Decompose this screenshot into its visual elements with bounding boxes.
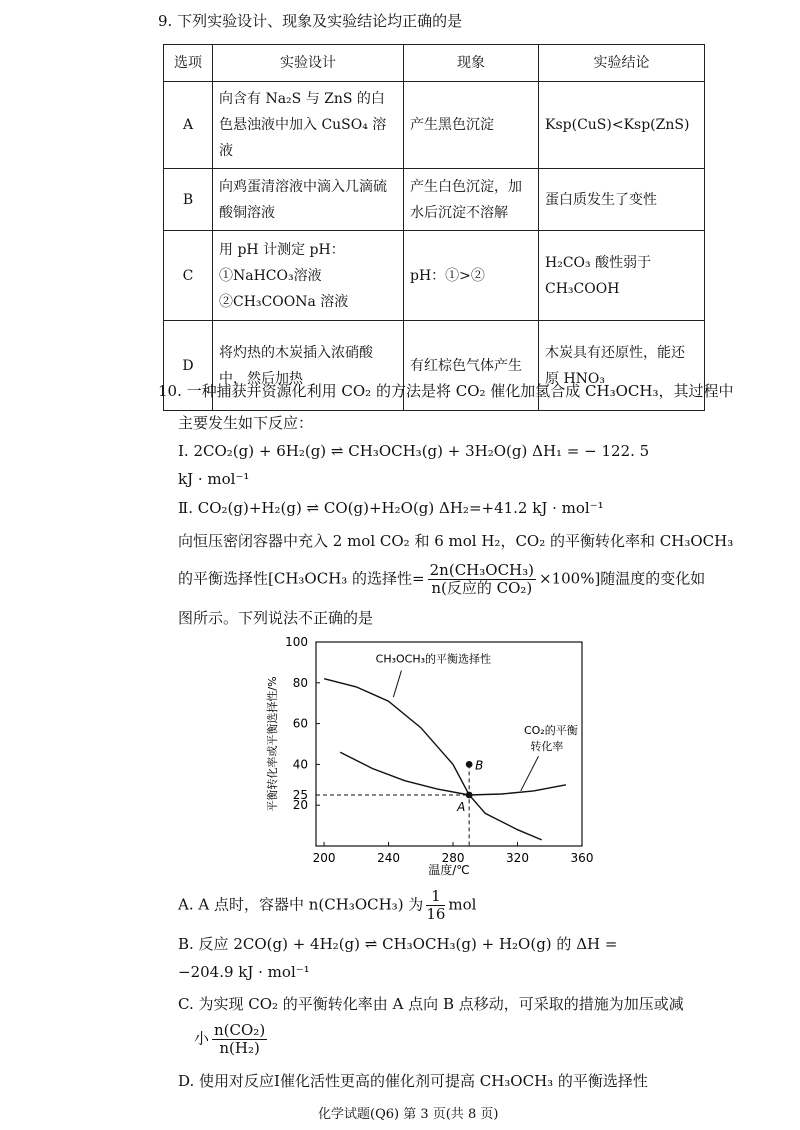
row-design: 将灼热的木炭插入浓硝酸中，然后加热	[213, 321, 404, 411]
selectivity-text-b: ×100%]随温度的变化如	[539, 569, 706, 588]
q10-stem-line1: 10. 一种捕获并资源化利用 CO₂ 的方法是将 CO₂ 催化加氢合成 CH₃OCH₃，其过程中	[158, 382, 734, 400]
y-axis-label: 平衡转化率或平衡选择性/%	[266, 676, 279, 812]
option-c-fraction	[212, 1022, 267, 1057]
row-option: B	[164, 169, 213, 231]
y-tick-label: 25	[292, 788, 308, 802]
row-phenomenon: 有红棕色气体产生	[404, 321, 539, 411]
option-c-prefix: 小	[194, 1029, 210, 1048]
row-conclusion: 蛋白质发生了变性	[539, 169, 705, 231]
point-label-A: A	[457, 800, 466, 814]
reaction-2: Ⅱ. CO₂(g)+H₂(g) ⇌ CO(g)+H₂O(g) ΔH₂=+41.2 kJ · mol⁻¹	[178, 499, 604, 517]
series-line-0	[324, 679, 542, 840]
series-label-selectivity: CH₃OCH₃的平衡选择性	[375, 652, 492, 666]
q10-stem-line2: 主要发生如下反应：	[178, 414, 314, 432]
option-b-line1: B. 反应 2CO(g) + 4H₂(g) ⇌ CH₃OCH₃(g) + H₂O(g) 的 ΔH =	[178, 935, 618, 953]
table-row	[164, 231, 705, 321]
header-phenomenon: 现象	[404, 45, 539, 82]
row-conclusion: 木炭具有还原性，能还原 HNO₃	[539, 321, 705, 411]
point-A	[466, 792, 473, 799]
header-option: 选项	[164, 45, 213, 82]
series-label-conversion-line1: CO₂的平衡	[523, 723, 578, 737]
x-tick-label: 200	[312, 851, 336, 865]
x-tick-label: 360	[570, 851, 594, 865]
row-option: A	[164, 82, 213, 169]
option-a-unit: mol	[448, 895, 477, 914]
option-c-numerator: n(CO₂)	[214, 1021, 266, 1039]
selectivity-fraction	[428, 562, 536, 597]
reaction-1-unit: kJ · mol⁻¹	[178, 470, 250, 488]
option-a-text: A. A 点时，容器中 n(CH₃OCH₃) 为	[178, 895, 424, 914]
selectivity-numerator: 2n(CH₃OCH₃)	[429, 561, 534, 579]
option-d: D. 使用对反应Ⅰ催化活性更高的催化剂可提高 CH₃OCH₃ 的平衡选择性	[178, 1072, 648, 1090]
y-tick-label: 60	[292, 716, 308, 731]
series-label-conversion-line2: 转化率	[530, 740, 564, 754]
option-a-denominator: 16	[426, 905, 446, 923]
selectivity-text-a: 的平衡选择性[CH₃OCH₃ 的选择性=	[178, 569, 425, 588]
option-b-line2: −204.9 kJ · mol⁻¹	[178, 963, 310, 981]
selectivity-definition	[178, 562, 705, 597]
selectivity-denominator: n(反应的 CO₂)	[431, 579, 533, 597]
y-tick-label: 40	[292, 757, 308, 772]
header-conclusion: 实验结论	[539, 45, 705, 82]
q10-stem-end: 图所示。下列说法不正确的是	[178, 609, 374, 627]
row-option: C	[164, 231, 213, 321]
q10-condition-text: 向恒压密闭容器中充入 2 mol CO₂ 和 6 mol H₂，CO₂ 的平衡转化率和 CH₃OCH₃	[178, 532, 734, 550]
option-a-numerator: 1	[426, 888, 445, 906]
row-option: D	[164, 321, 213, 411]
x-tick-label: 320	[506, 851, 529, 865]
table-row	[164, 169, 705, 231]
x-tick-label: 240	[377, 851, 400, 865]
q9-stem: 9. 下列实验设计、现象及实验结论均正确的是	[158, 12, 463, 30]
row-conclusion: H₂CO₃ 酸性弱于 CH₃COOH	[539, 231, 705, 321]
header-design: 实验设计	[213, 45, 404, 82]
option-a-fraction	[426, 888, 445, 923]
option-a	[178, 888, 476, 923]
table-header-row	[164, 45, 705, 82]
x-tick-label: 280	[441, 851, 465, 865]
page-footer: 化学试题(Q6) 第 3 页(共 8 页)	[318, 1107, 499, 1122]
row-phenomenon: 产生白色沉淀，加水后沉淀不溶解	[404, 169, 539, 231]
row-design: 向含有 Na₂S 与 ZnS 的白色悬浊液中加入 CuSO₄ 溶液	[213, 82, 404, 169]
point-B	[466, 761, 473, 768]
y-tick-label: 20	[292, 798, 308, 813]
row-conclusion: Ksp(CuS)<Ksp(ZnS)	[539, 82, 705, 169]
equilibrium-chart	[262, 630, 602, 880]
series-label-selectivity-leader	[393, 671, 401, 698]
table-row	[164, 82, 705, 169]
option-c-line1: C. 为实现 CO₂ 的平衡转化率由 A 点向 B 点移动，可采取的措施为加压或减	[178, 995, 684, 1013]
row-phenomenon: pH：①>②	[404, 231, 539, 321]
row-design: 用 pH 计测定 pH：①NaHCO₃溶液 ②CH₃COONa 溶液	[213, 231, 404, 321]
point-label-B: B	[475, 758, 484, 773]
option-c-denominator: n(H₂)	[219, 1039, 260, 1057]
option-c-line2	[194, 1022, 270, 1057]
q9-table	[163, 44, 705, 411]
series-line-1	[340, 752, 566, 795]
series-label-conversion-leader	[521, 756, 539, 791]
y-tick-label: 100	[285, 635, 308, 649]
row-design: 向鸡蛋清溶液中滴入几滴硫酸铜溶液	[213, 169, 404, 231]
reaction-1: Ⅰ. 2CO₂(g) + 6H₂(g) ⇌ CH₃OCH₃(g) + 3H₂O(g) ΔH₁ = − 122. 5	[178, 442, 650, 460]
x-axis-label: 温度/℃	[428, 863, 470, 877]
row-phenomenon: 产生黑色沉淀	[404, 82, 539, 169]
y-tick-label: 80	[292, 675, 308, 690]
